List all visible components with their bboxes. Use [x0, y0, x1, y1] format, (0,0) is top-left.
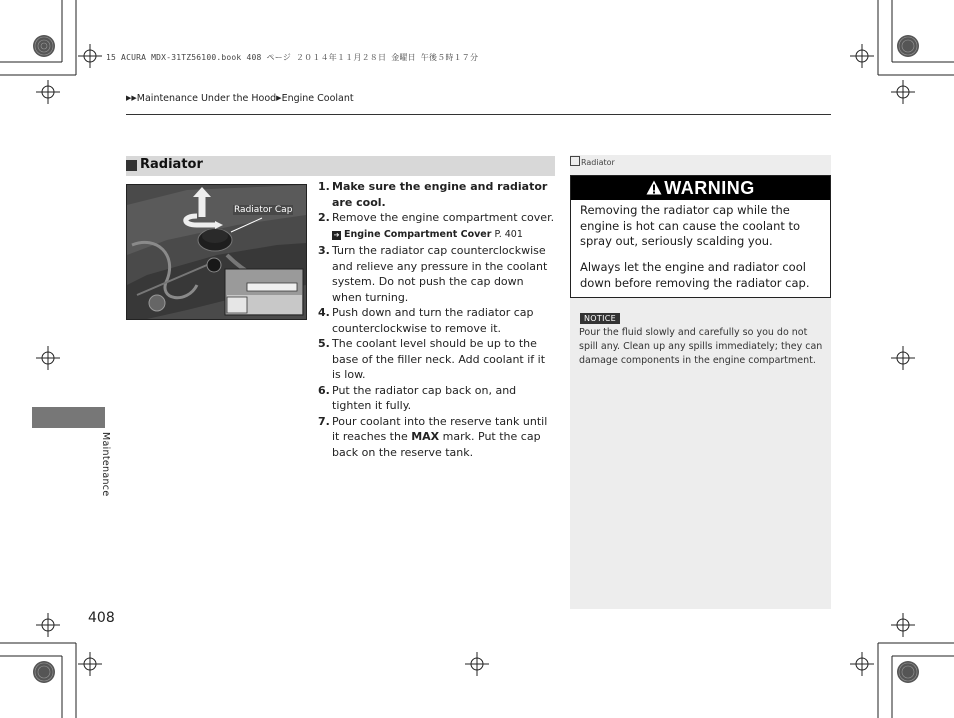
step-text: Push down and turn the radiator cap counterclockwise to remove it. — [332, 306, 534, 335]
print-header: 15 ACURA MDX-31TZ56100.book 408 ページ ２０１４年１１月２８日 金曜日 午後５時１７分 — [106, 53, 479, 62]
warning-text: Always let the engine and radiator cool down before removing the radiator cap. — [580, 260, 810, 290]
breadcrumb-item: Maintenance Under the Hood — [136, 93, 277, 104]
step-text: Make sure the engine and radiator are cool. — [332, 180, 548, 209]
step-number: 3. — [318, 244, 330, 257]
reference-arrow-icon: ➔ — [333, 230, 340, 239]
breadcrumb-arrow-icon: ▶▶ — [126, 94, 137, 102]
reference-label: Engine Compartment Cover — [344, 228, 492, 240]
step-text: Pour coolant into the reserve tank until it reaches the — [332, 414, 548, 443]
reference-page: P. 401 — [494, 228, 523, 240]
registration-target-icon — [33, 35, 919, 683]
max-mark-label: MAX — [411, 430, 440, 443]
breadcrumb-arrow-icon: ▶ — [276, 94, 282, 102]
warning-text: Removing the radiator cap while the engine is hot can cause the coolant to spray out, seriously scalding you. — [580, 203, 801, 248]
breadcrumb-item: Engine Coolant — [281, 93, 354, 104]
page-number: 408 — [88, 610, 115, 626]
notice-text: Pour the fluid slowly and carefully so you do not spill any. Clean up any spills immediately; they can damage components in the engine compartment. — [579, 327, 823, 366]
step-text: The coolant level should be up to the base of the filler neck. Add coolant if it is low. — [332, 337, 546, 381]
step-text: mark. Put the cap back on the reserve tank. — [332, 430, 541, 459]
step-number: 5. — [318, 337, 330, 350]
chapter-tab-label: Maintenance — [100, 432, 111, 497]
step-text: Remove the engine compartment cover. — [332, 211, 555, 224]
sidebar-ref-label: Radiator — [581, 158, 615, 167]
step-text: Put the radiator cap back on, and tighten it fully. — [332, 383, 517, 412]
step-number: 2. — [318, 211, 330, 224]
step-text: Turn the radiator cap counterclockwise and relieve any pressure in the coolant system. Do not push the cap down when turning. — [332, 244, 548, 304]
warning-title: WARNING — [664, 178, 755, 198]
step-number: 6. — [318, 383, 330, 397]
step-number: 4. — [318, 306, 330, 319]
step-number: 7. — [318, 414, 330, 428]
step-number: 1. — [318, 180, 330, 193]
notice-badge: NOTICE — [580, 313, 620, 324]
section-title: Radiator — [140, 157, 203, 172]
crosshair-marks — [36, 44, 915, 676]
radiator-cap-callout: Radiator Cap — [234, 205, 293, 215]
